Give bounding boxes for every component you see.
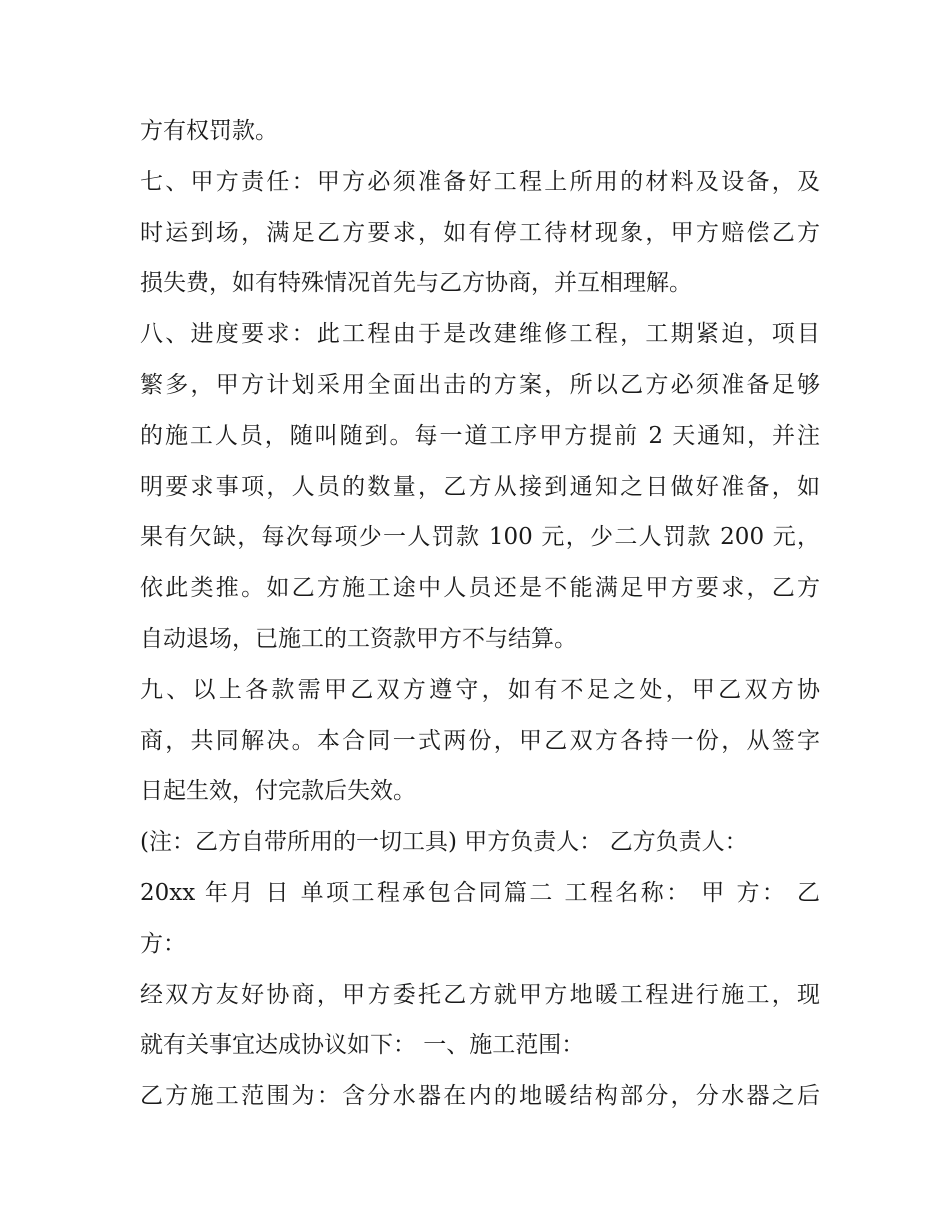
text-line: 依此类推。如乙方施工途中人员还是不能满足甲方要求，乙方 xyxy=(140,575,820,602)
text-line: (注：乙方自带所用的一切工具) 甲方负责人： 乙方负责人： xyxy=(140,829,748,856)
text-line: 损失费，如有特殊情况首先与乙方协商，并互相理解。 xyxy=(140,270,692,297)
text-line: 九、以上各款需甲乙双方遵守，如有不足之处，甲乙双方协 xyxy=(140,676,820,703)
text-line: 明要求事项，人员的数量，乙方从接到通知之日做好准备，如 xyxy=(140,473,820,500)
text-line: 方有权罚款。 xyxy=(140,118,278,144)
text-line: 时运到场，满足乙方要求，如有停工待材现象，甲方赔偿乙方 xyxy=(140,219,820,246)
text-line: 经双方友好协商，甲方委托乙方就甲方地暖工程进行施工，现 xyxy=(140,981,820,1008)
text-line: 方： xyxy=(140,930,186,957)
text-line: 商，共同解决。本合同一式两份，甲乙双方各持一份，从签字 xyxy=(140,727,820,754)
document-body xyxy=(140,106,820,1122)
text-line: 乙方施工范围为：含分水器在内的地暖结构部分，分水器之后 xyxy=(140,1083,820,1110)
text-line: 七、甲方责任：甲方必须准备好工程上所用的材料及设备，及 xyxy=(140,168,820,195)
text-line: 的施工人员，随叫随到。每一道工序甲方提前 2 天通知，并注 xyxy=(140,422,820,449)
text-line: 果有欠缺，每次每项少一人罚款 100 元，少二人罚款 200 元， xyxy=(140,524,820,551)
text-line: 繁多，甲方计划采用全面出击的方案，所以乙方必须准备足够 xyxy=(140,371,820,398)
text-line: 自动退场，已施工的工资款甲方不与结算。 xyxy=(140,625,577,652)
text-line: 日起生效，付完款后失效。 xyxy=(140,778,416,805)
text-line: 20xx 年月 日 单项工程承包合同篇二 工程名称： 甲 方： 乙 xyxy=(140,879,820,906)
text-line: 八、进度要求：此工程由于是改建维修工程，工期紧迫，项目 xyxy=(140,321,820,348)
text-line: 就有关事宜达成协议如下： 一、施工范围： xyxy=(140,1032,585,1059)
